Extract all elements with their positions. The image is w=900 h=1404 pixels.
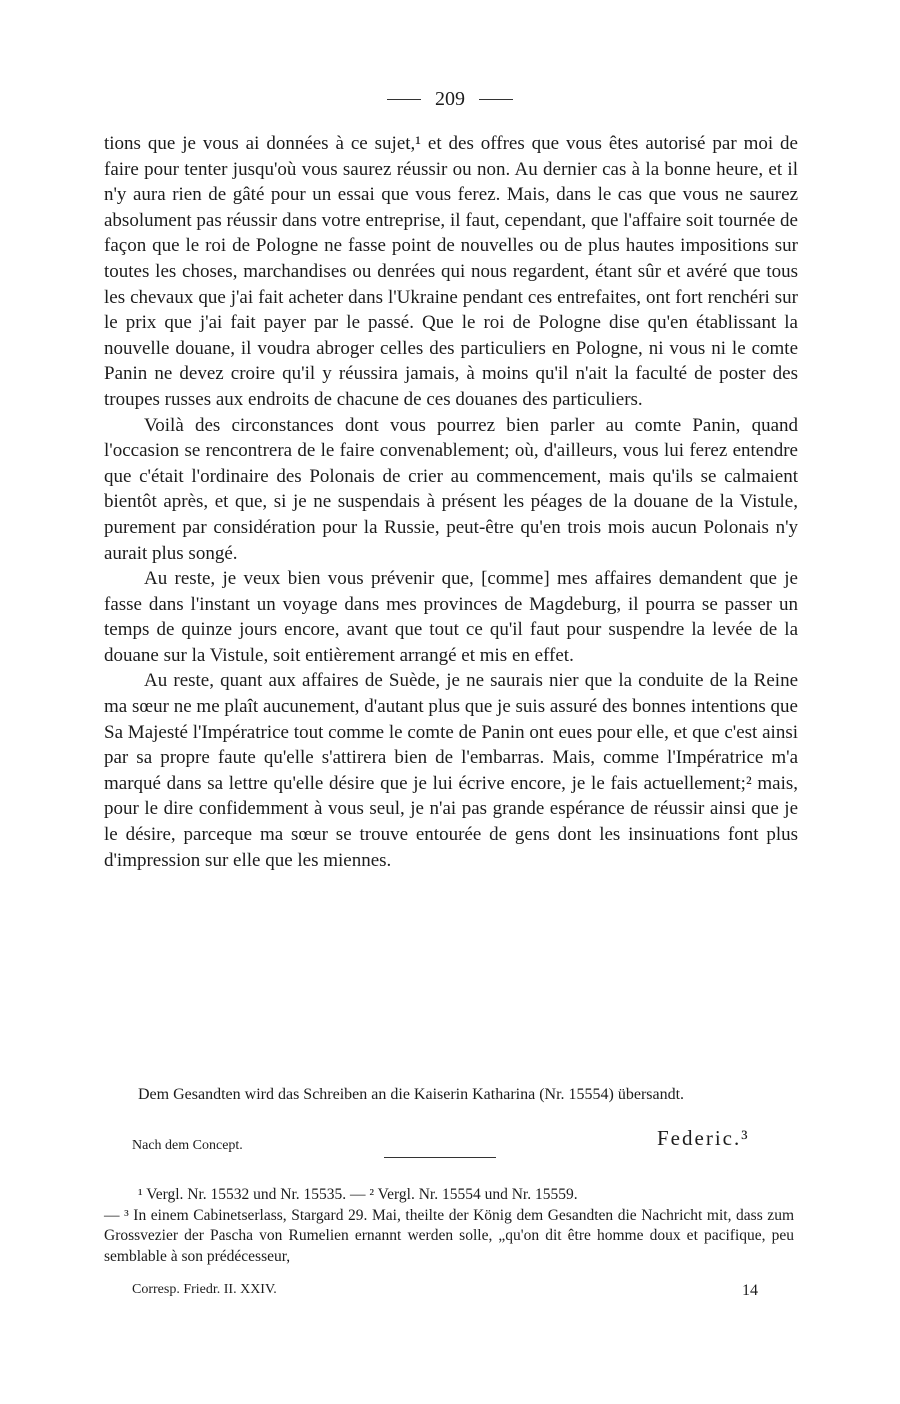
paragraph-3: Au reste, je veux bien vous prévenir que, [comme] mes affaires demandent que je fasse dans l'instant un voyage dans mes provinces de Magdeburg, il pourra se passer un temps de quinze jours encore, avant que tout ce qu'il faut pour suspendre la levée de la douane sur la Vistule, soit entièrement arrangé et mis en effet. [104,568,798,666]
separator-rule [384,1157,496,1158]
paragraph-4: Au reste, quant aux affaires de Suède, je ne saurais nier que la conduite de la Reine ma sœur ne me plaît aucunement, d'autant plus que je suis assuré des bonnes intentions que Sa Majesté l'Impératrice tout comme le comte de Panin ont eues pour elle, et que c'est ainsi par sa propre faute qu'elle s'attirera bien de l'embarras. Mais, comme l'Impératrice m'a marqué dans sa lettre qu'elle désire que je lui écrive encore, je le fais actuellement;² mais, pour le dire confidemment à vous seul, je n'ai pas grande espérance de réussir ainsi que je le désire, parceque ma sœur se trouve entourée de gens dont les insinuations font plus d'impression sur elle que les miennes. [104,670,798,871]
header-rule-left [387,99,421,100]
sheet-number: 14 [742,1282,758,1299]
editorial-note [104,1085,794,1105]
page-footer [132,1282,758,1300]
letter-body [104,131,798,873]
footnotes [104,1185,794,1267]
page-header [0,88,900,111]
signature: Federic.³ [657,1126,750,1150]
footnote-line-1: ¹ Vergl. Nr. 15532 und Nr. 15535. — ² Vergl. Nr. 15554 und Nr. 15559. [138,1186,578,1203]
editorial-note-text: Dem Gesandten wird das Schreiben an die Kaiserin Katharina (Nr. 15554) übersandt. [138,1086,685,1103]
header-rule-right [479,99,513,100]
footnote-line-2: — ³ In einem Cabinetserlass, Stargard 29. Mai, theilte der König dem Gesandten die Nachricht mit, dass zum Grossvezier der Pascha von Rumelien ernannt werden solle, „qu'on dit être homme doux et pacifique, peu semblable à son prédécesseur, [104,1206,794,1265]
collection-signature: Corresp. Friedr. II. XXIV. [132,1282,277,1297]
paragraph-1: tions que je vous ai données à ce sujet,¹ et des offres que vous êtes autorisé par moi de faire pour tenter jusqu'où vous saurez réussir ou non. Au dernier cas à la bonne heure, et il n'y aura rien de gâté pour un essai que vous ferez. Mais, dans le cas que vous ne saurez absolument pas réussir dans votre entreprise, il faut, cependant, que l'affaire soit tournée de façon que le roi de Pologne ne fasse point de nouvelles ou de plus hautes impositions sur toutes les choses, marchandises ou denrées qui nous regardent, étant sûr et avéré que tous les chevaux que j'ai fait acheter dans l'Ukraine pendant ces entrefaites, ont fort renchéri sur le prix que j'ai fait payer par le passé. Que le roi de Pologne dise qu'en établissant la nouvelle douane, il voudra abroger celles des particuliers en Pologne, ni vous ni le comte Panin ne devez croire qu'il y réussira jamais, à moins qu'il n'ait la faculté de poster des troupes russes aux endroits de chacune de ces douanes des particuliers. [104,133,798,410]
page-number: 209 [435,88,465,110]
paragraph-2: Voilà des circonstances dont vous pourrez bien parler au comte Panin, quand l'occasion se rencontrera de le faire convenablement; où, d'ailleurs, vous lui ferez entendre que c'était l'ordinaire des Polonais de crier au commencement, mais qu'ils se calmaient bientôt après, et que, si je ne suspendais à présent les péages de la douane de la Vistule, purement par considération pour la Russie, peut-être qu'en trois mois aucun Polonais n'y aurait plus songé. [104,414,798,564]
source-note: Nach dem Concept. [132,1138,243,1153]
